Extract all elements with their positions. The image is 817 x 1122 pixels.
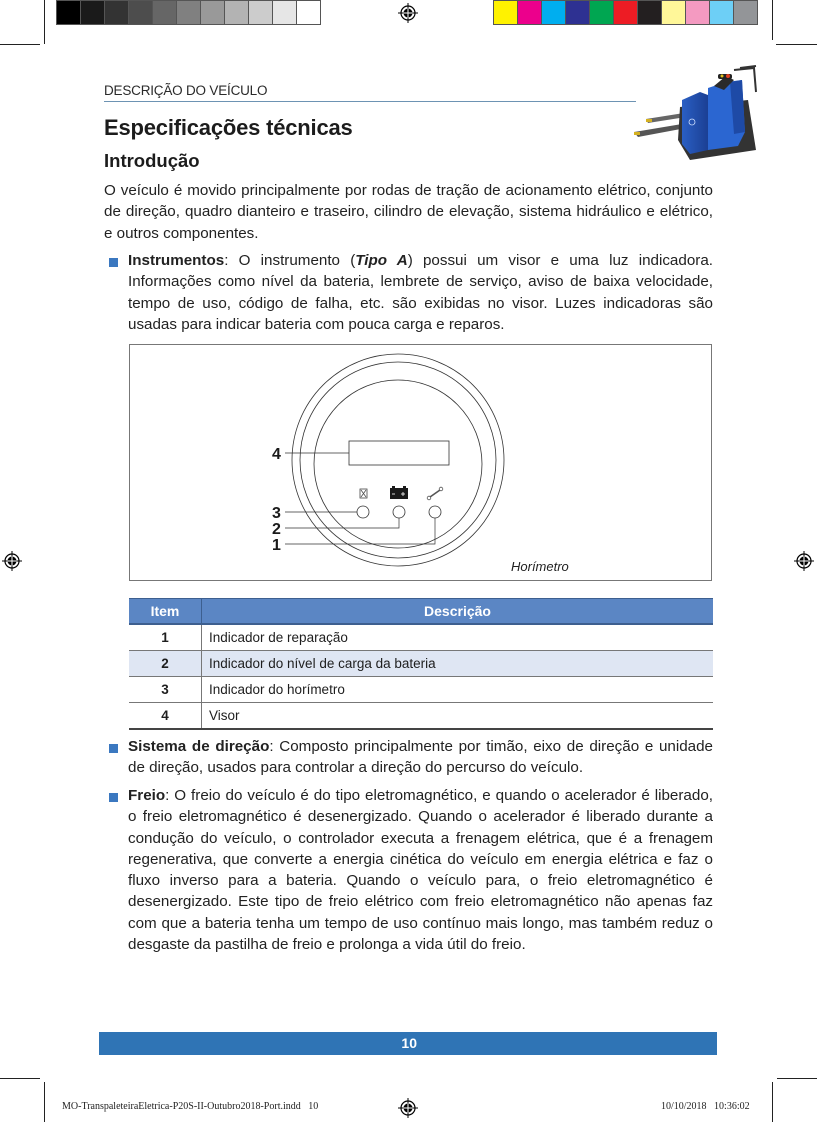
hour-meter-diagram [250,350,550,580]
electric-pallet-truck-image [630,62,760,162]
intro-text: O veículo é movido principalmente por rodas de tração de acionamento elétrico, conjunto de direção, quadro dianteiro e traseiro, cilindro de elevação, sistema hidráulico e elétrico, e outros componentes. [104,182,713,242]
color-swatch [710,1,733,24]
bullet-sistema-direcao: Sistema de direção: Composto principalmente por timão, eixo de direção e unidade de direção, usados para controlar a direção do percurso do veículo. [128,738,713,777]
color-swatch [105,1,128,24]
table-header-row [129,599,713,625]
hourglass-icon [360,489,367,498]
color-swatch [734,1,757,24]
color-swatch [662,1,685,24]
cell-item: 1 [129,624,202,651]
bullet-label: Freio [128,787,166,804]
spec-table [129,598,713,730]
indicator-lamp-3 [357,506,369,518]
color-swatch [201,1,224,24]
date-slug: 10/10/2018 10:36:02 [661,1101,750,1112]
battery-icon [390,486,408,499]
bullet-marker [109,793,118,802]
crop-mark [44,0,45,44]
page-number: 10 [401,1035,417,1051]
bullet-marker [109,258,118,267]
bullet-label: Instrumentos [128,252,225,269]
file-slug: MO-TranspaleteiraEletrica-P20S-II-Outubro2018-Port.indd 10 [62,1101,319,1112]
crop-mark [0,1078,40,1079]
color-swatch [494,1,517,24]
page-number-band [99,1032,717,1055]
indicator-lamp-2 [393,506,405,518]
bullet-label: Sistema de direção [128,738,270,755]
color-swatch [614,1,637,24]
color-swatch [177,1,200,24]
crop-mark [777,1078,817,1079]
table-row [129,651,713,677]
registration-mark-icon [398,1098,418,1118]
cell-description: Indicador do nível de carga da bateria [202,651,714,677]
registration-mark-icon [794,551,814,571]
column-header-item: Item [129,599,202,625]
table-row [129,703,713,730]
cmyk-color-bar [493,0,758,25]
indicator-lamp-1 [429,506,441,518]
crop-mark [776,44,817,45]
crop-mark [772,0,773,40]
color-swatch [590,1,613,24]
wrench-icon [427,487,443,500]
gray-color-bar [56,0,321,25]
column-header-description: Descrição [202,599,714,625]
table-row [129,677,713,703]
registration-mark-icon [398,3,418,23]
color-swatch [518,1,541,24]
figure-caption: Horímetro [511,559,569,574]
cell-item: 3 [129,677,202,703]
bullet-freio: Freio: O freio do veículo é do tipo eletromagnético, e quando o acelerador é liberado, o freio eletromagnético é desenergizado. Quando o acelerador é liberado durante a condução do veículo, o controlador executa a frenagem elétrica, que é a frenagem regenerativa, que converte a energia cinética do veículo em energia elétrica e faz o fluxo inverso para a bateria. Quando o veículo para, o freio eletromagnético é desenergizado. Este tipo de freio elétrico com freio eletromagnético não apenas faz com que a bateria tenha um tempo de uso contínuo mais longo, mas também reduz o desgaste da pastilha de freio e prolonga a vida útil do freio. [128,787,713,954]
callout-4: 4 [272,446,281,463]
callout-3: 3 [272,505,281,522]
display-screen [349,441,449,465]
section-title: Introdução [104,150,200,171]
cell-description: Indicador de reparação [202,624,714,651]
color-swatch [273,1,296,24]
crop-mark [0,44,40,45]
registration-mark-icon [2,551,22,571]
page-title: Especificações técnicas [104,115,353,140]
color-swatch [57,1,80,24]
bullet-instrumentos: Instrumentos: O instrumento (Tipo A) possui um visor e uma luz indicadora. Informações como nível da bateria, lembrete de serviço, aviso de baixa velocidade, tempo de uso, código de falha, etc. são exibidas no visor. Luzes indicadoras são usadas para indicar bateria com pouca carga e reparos. [128,252,713,333]
color-swatch [566,1,589,24]
color-swatch [638,1,661,24]
crop-mark [44,1082,45,1122]
color-swatch [129,1,152,24]
cell-description: Visor [202,703,714,730]
cell-item: 4 [129,703,202,730]
color-swatch [153,1,176,24]
color-swatch [686,1,709,24]
color-swatch [249,1,272,24]
intro-paragraph [104,180,713,244]
bullet-marker [109,744,118,753]
color-swatch [225,1,248,24]
table-row [129,624,713,651]
color-swatch [297,1,320,24]
running-head: DESCRIÇÃO DO VEÍCULO [104,83,268,98]
callout-1: 1 [272,537,281,554]
header-rule [104,101,636,102]
color-swatch [542,1,565,24]
callout-2: 2 [272,521,281,538]
crop-mark [772,1082,773,1122]
cell-description: Indicador do horímetro [202,677,714,703]
cell-item: 2 [129,651,202,677]
color-swatch [81,1,104,24]
